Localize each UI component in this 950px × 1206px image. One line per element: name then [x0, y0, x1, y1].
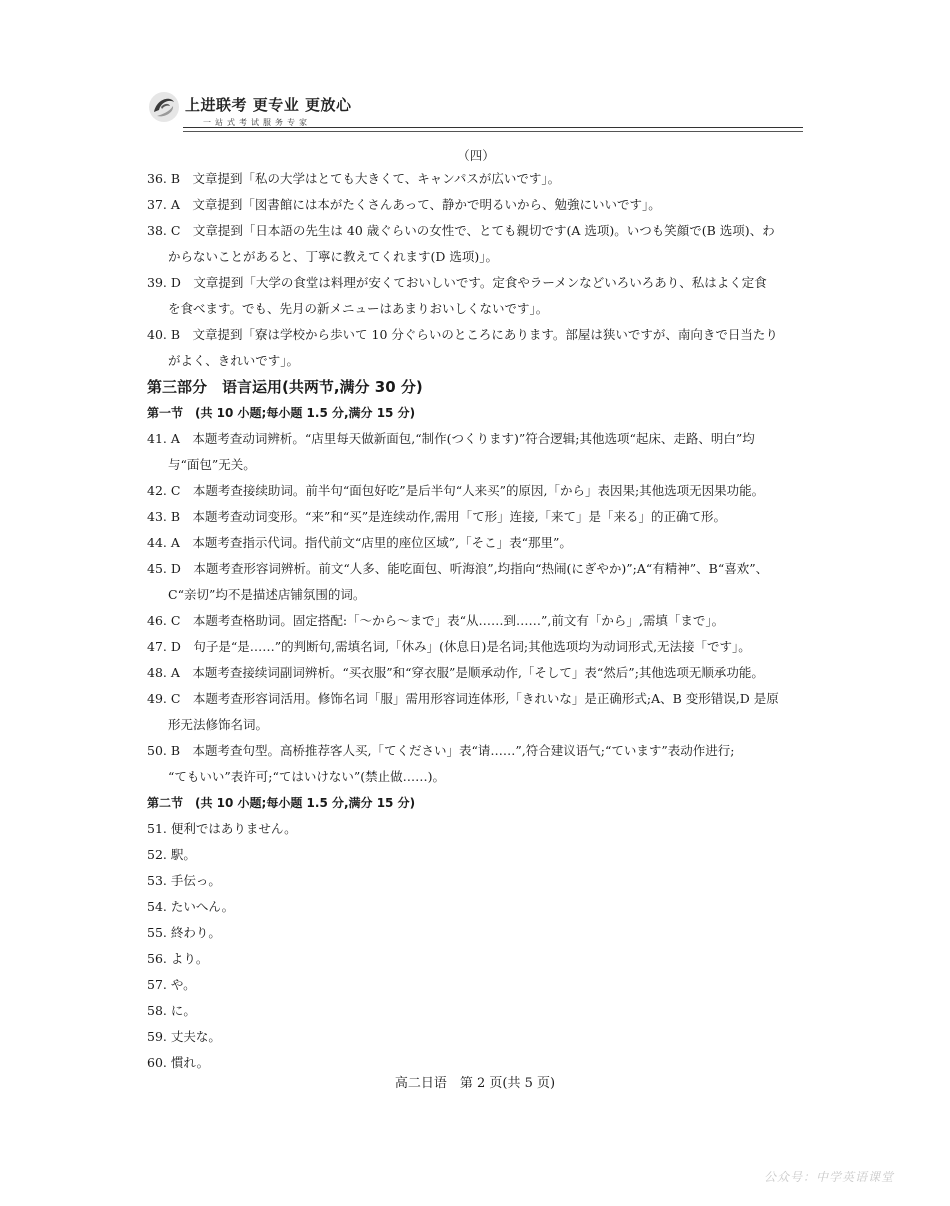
header-rule-thick [183, 127, 803, 128]
section2-note: (共 10 小题;每小题 1.5 分,满分 15 分) [195, 796, 416, 810]
answer-item [147, 972, 805, 998]
answer-line: 48. A 本题考查接续词副词辨析。“买衣服”和“穿衣服”是顺承动作,「そして」表“然后”;其他选项无顺承功能。 [147, 665, 764, 680]
answer-item [147, 608, 805, 634]
answer-line: 57. や。 [147, 977, 196, 992]
section1-note: (共 10 小题;每小题 1.5 分,满分 15 分) [195, 406, 416, 420]
page-footer: 高二日语 第 2 页(共 5 页) [394, 1076, 556, 1091]
answer-item [147, 868, 805, 894]
answer-item [147, 660, 805, 686]
answer-line: 38. C 文章提到「日本語の先生は 40 歳ぐらいの女性で、とても親切です(A 选项)。いつも笑顔で(B 选项)、わ [147, 223, 775, 238]
answer-line: 55. 終わり。 [147, 925, 221, 940]
answer-line: 49. C 本题考查形容词活用。修饰名词「服」需用形容词连体形,「きれいな」是正确形式;A、B 变形错误,D 是原 [147, 691, 779, 706]
answer-line: 46. C 本题考查格助词。固定搭配:「～から～まで」表“从……到……”,前文有「から」,需填「まで」。 [147, 613, 725, 628]
answer-item [147, 894, 805, 920]
answer-line-continued: “てもいい”表许可;“てはいけない”(禁止做……)。 [168, 769, 446, 784]
answer-line: 47. D 句子是“是……”的判断句,需填名词,「休み」(休息日)是名词;其他选项均为动词形式,无法接「です」。 [147, 639, 751, 654]
section2-heading [147, 790, 805, 816]
answer-item [147, 998, 805, 1024]
answer-line: 60. 慣れ。 [147, 1055, 210, 1070]
answer-line: 36. B 文章提到「私の大学はとても大きくて、キャンパスが広いです」。 [147, 171, 561, 186]
answer-line: 52. 駅。 [147, 847, 196, 862]
watermark-text: 公众号：中学英语课堂 [763, 1170, 894, 1184]
answer-item [147, 426, 805, 478]
answer-item [147, 920, 805, 946]
answer-item [147, 270, 805, 322]
answer-item [147, 686, 805, 738]
answer-item [147, 842, 805, 868]
brand-logo-icon [147, 90, 181, 124]
answer-line: 58. に。 [147, 1003, 196, 1018]
section2-title: 第二节 [147, 796, 184, 810]
header-subslogan: 一站式考试服务专家 [203, 118, 311, 127]
answer-content [147, 146, 805, 1076]
answer-item [147, 218, 805, 270]
answer-line-continued: からないことがあると、丁寧に教えてくれます(D 选项)」。 [168, 249, 498, 264]
answer-list-section2 [147, 816, 805, 1076]
answer-line: 40. B 文章提到「寮は学校から歩いて 10 分ぐらいのところにあります。部屋は狭いですが、南向きで日当たり [147, 327, 778, 342]
answer-line: 56. より。 [147, 951, 209, 966]
page-header [147, 90, 803, 136]
answer-line: 50. B 本题考查句型。高桥推荐客人买,「てください」表“请……”,符合建议语气;“ています”表动作进行; [147, 743, 735, 758]
answer-line: 41. A 本题考查动词辨析。“店里每天做新面包,“制作(つくります)”符合逻辑;其他选项“起床、走路、明白”均 [147, 431, 755, 446]
answer-line-continued: を食べます。でも、先月の新メニューはあまりおいしくないです」。 [168, 301, 549, 316]
part3-title: 第三部分 语言运用(共两节,满分 30 分) [147, 378, 423, 396]
answer-line: 53. 手伝っ。 [147, 873, 221, 888]
answer-item [147, 478, 805, 504]
answer-item [147, 634, 805, 660]
answer-item [147, 816, 805, 842]
answer-item [147, 166, 805, 192]
section-four-title: （四） [457, 148, 495, 163]
answer-list-part2 [147, 166, 805, 374]
header-slogan: 上进联考 更专业 更放心 [185, 96, 352, 114]
answer-item [147, 1024, 805, 1050]
answer-list-section1 [147, 426, 805, 790]
answer-item [147, 946, 805, 972]
answer-item [147, 504, 805, 530]
answer-line-continued: C“亲切”均不是描述店铺氛围的词。 [168, 587, 366, 602]
section1-title: 第一节 [147, 406, 184, 420]
answer-item [147, 192, 805, 218]
answer-line-continued: 与“面包”无关。 [168, 457, 256, 472]
answer-line: 37. A 文章提到「図書館には本がたくさんあって、静かで明るいから、勉強にいいです」。 [147, 197, 661, 212]
answer-line: 54. たいへん。 [147, 899, 235, 914]
answer-line: 39. D 文章提到「大学の食堂は料理が安くておいしいです。定食やラーメンなどいろいろあり、私はよく定食 [147, 275, 767, 290]
answer-line-continued: 形无法修饰名词。 [168, 717, 269, 732]
answer-item [147, 530, 805, 556]
answer-line: 43. B 本题考查动词变形。“来”和“买”是连续动作,需用「て形」连接,「来て」是「来る」的正确て形。 [147, 509, 727, 524]
section1-heading [147, 400, 805, 426]
answer-line: 44. A 本题考查指示代词。指代前文“店里的座位区域”,「そこ」表“那里”。 [147, 535, 572, 550]
answer-line: 42. C 本题考查接续助词。前半句“面包好吃”是后半句“人来买”的原因,「から」表因果;其他选项无因果功能。 [147, 483, 765, 498]
answer-item [147, 556, 805, 608]
answer-line: 59. 丈夫な。 [147, 1029, 221, 1044]
answer-line: 51. 便利ではありません。 [147, 821, 297, 836]
answer-line-continued: がよく、きれいです」。 [168, 353, 300, 368]
answer-item [147, 322, 805, 374]
answer-line: 45. D 本题考查形容词辨析。前文“人多、能吃面包、听海浪”,均指向“热闹(にぎやか)”;A“有精神”、B“喜欢”、 [147, 561, 769, 576]
header-rule-thin [183, 131, 803, 132]
answer-item [147, 738, 805, 790]
